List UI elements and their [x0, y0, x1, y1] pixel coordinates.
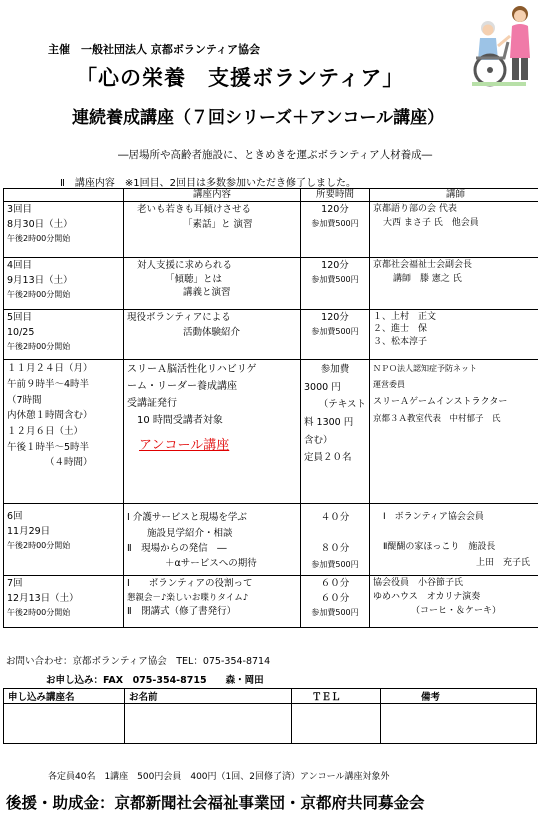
- table-row: [4, 360, 538, 504]
- session-time: ６０分 ６０分 参加費500円: [301, 576, 370, 628]
- session-lecturer: 協会役員 小谷節子氏 ゆめハウス オカリナ演奏 （コーヒ・＆ケーキ）: [370, 576, 538, 628]
- session-date: 6回 11月29日 午後2時00分開始: [4, 504, 124, 576]
- fee-note: 各定員40名 1講座 500円会員 400円（1回、2回修了済）アンコール講座対象外: [48, 772, 390, 782]
- table-row: [4, 576, 538, 628]
- session-content: Ⅰ ボランティアの役割って 懇親会－♪楽しいお喋りタイム♪ Ⅱ 閉講式（修了書発行）: [124, 576, 301, 628]
- session-lecturer: 京都語り部の会 代表 大西 まさ子 氏 他会員: [370, 202, 538, 258]
- form-header-row: [4, 689, 537, 704]
- section-label: Ⅱ 講座内容 ※1回目、2回目は多数参加いただき修了しました。: [60, 178, 357, 189]
- session-content: 対人支援に求められる 「傾聴」とは 講義と演習: [124, 258, 301, 310]
- form-header-course: 申し込み講座名: [4, 689, 125, 704]
- session-content: Ⅰ 介護サービスと現場を学ぶ 施設見学紹介・相談 Ⅱ 現場からの発信 ― ＋αサービスへの期待: [124, 504, 301, 576]
- tagline: ―居場所や高齢者施設に、ときめきを運ぶボランティア人材養成―: [118, 149, 433, 161]
- session-lecturer: ＮＰＯ法人認知症予防ネット 運営委員 スリーＡゲームインストラクター 京都３Ａ教室代表 中村郁子 氏: [370, 360, 538, 504]
- session-lecturer: Ⅰ ボランティア協会会員 Ⅱ醍醐の家ほっこり 施設長 上田 充子氏: [370, 504, 538, 576]
- table-row: [4, 202, 538, 258]
- organizer: 主催 一般社団法人 京都ボランティア協会: [48, 43, 260, 56]
- form-header-notes: 備考: [381, 689, 537, 704]
- session-time: 参加費 3000 円 （テキスト 料 1300 円 含む） 定員２０名: [301, 360, 370, 504]
- table-row: [4, 258, 538, 310]
- session-date: 5回目 10/25 午後2時00分開始: [4, 310, 124, 360]
- application-form: [3, 688, 537, 744]
- form-input-row: [4, 704, 537, 744]
- session-date: 4回目 9月13日（土） 午後2時00分開始: [4, 258, 124, 310]
- schedule-table: [3, 188, 538, 628]
- form-header-name: お名前: [125, 689, 292, 704]
- page-title: 「心の栄養 支援ボランティア」: [76, 66, 405, 90]
- encore-label: アンコール講座: [139, 438, 230, 454]
- session-lecturer: １、上村 正文 ２、進士 保 ３、松本淳子: [370, 310, 538, 360]
- page-subtitle: 連続養成講座（７回シリーズ＋アンコール講座）: [72, 108, 445, 128]
- header-cell: [4, 189, 124, 202]
- session-time: 120分 参加費500円: [301, 310, 370, 360]
- notes-field[interactable]: [381, 704, 537, 744]
- apply-info: お申し込み：FAX 075-354-8715 森・岡田: [46, 675, 264, 686]
- header-cell: 所要時間: [301, 189, 370, 202]
- session-date: 3回目 8月30日（土） 午後2時00分開始: [4, 202, 124, 258]
- table-header-row: [4, 189, 538, 202]
- table-row: [4, 310, 538, 360]
- contact-info: お問い合わせ：京都ボランティア協会 TEL：075-354-8714: [6, 656, 271, 667]
- session-content: スリーＡ脳活性化リハビリゲ ーム・リーダー養成講座 受講証発行 10 時間受講者対象 アンコール講座: [124, 360, 301, 504]
- course-name-field[interactable]: [4, 704, 125, 744]
- session-time: ４０分 ８０分 参加費500円: [301, 504, 370, 576]
- session-lecturer: 京都社会福祉士会副会長 講師 滕 憲之 氏: [370, 258, 538, 310]
- session-time: 120分 参加費500円: [301, 258, 370, 310]
- form-header-tel: ＴＥＬ: [292, 689, 381, 704]
- sponsor-line: 後援・助成金：京都新聞社会福祉事業団・京都府共同募金会: [6, 794, 425, 812]
- caregiver-wheelchair-illustration: [462, 2, 536, 90]
- session-content: 現役ボランティアによる 活動体験紹介: [124, 310, 301, 360]
- name-field[interactable]: [125, 704, 292, 744]
- session-time: 120分 参加費500円: [301, 202, 370, 258]
- session-content: 老いも若きも耳傾けさせる 「素話」と 演習: [124, 202, 301, 258]
- table-row: [4, 504, 538, 576]
- header-cell: 講座内容: [124, 189, 301, 202]
- header-cell: 講師: [370, 189, 538, 202]
- session-date: １１月２４日（月） 午前９時半～4時半 （7時間 内休憩１時間含む） １２月６日（土） 午後１時半～5時半 （４時間）: [4, 360, 124, 504]
- session-date: 7回 12月13日（土） 午後2時00分開始: [4, 576, 124, 628]
- tel-field[interactable]: [292, 704, 381, 744]
